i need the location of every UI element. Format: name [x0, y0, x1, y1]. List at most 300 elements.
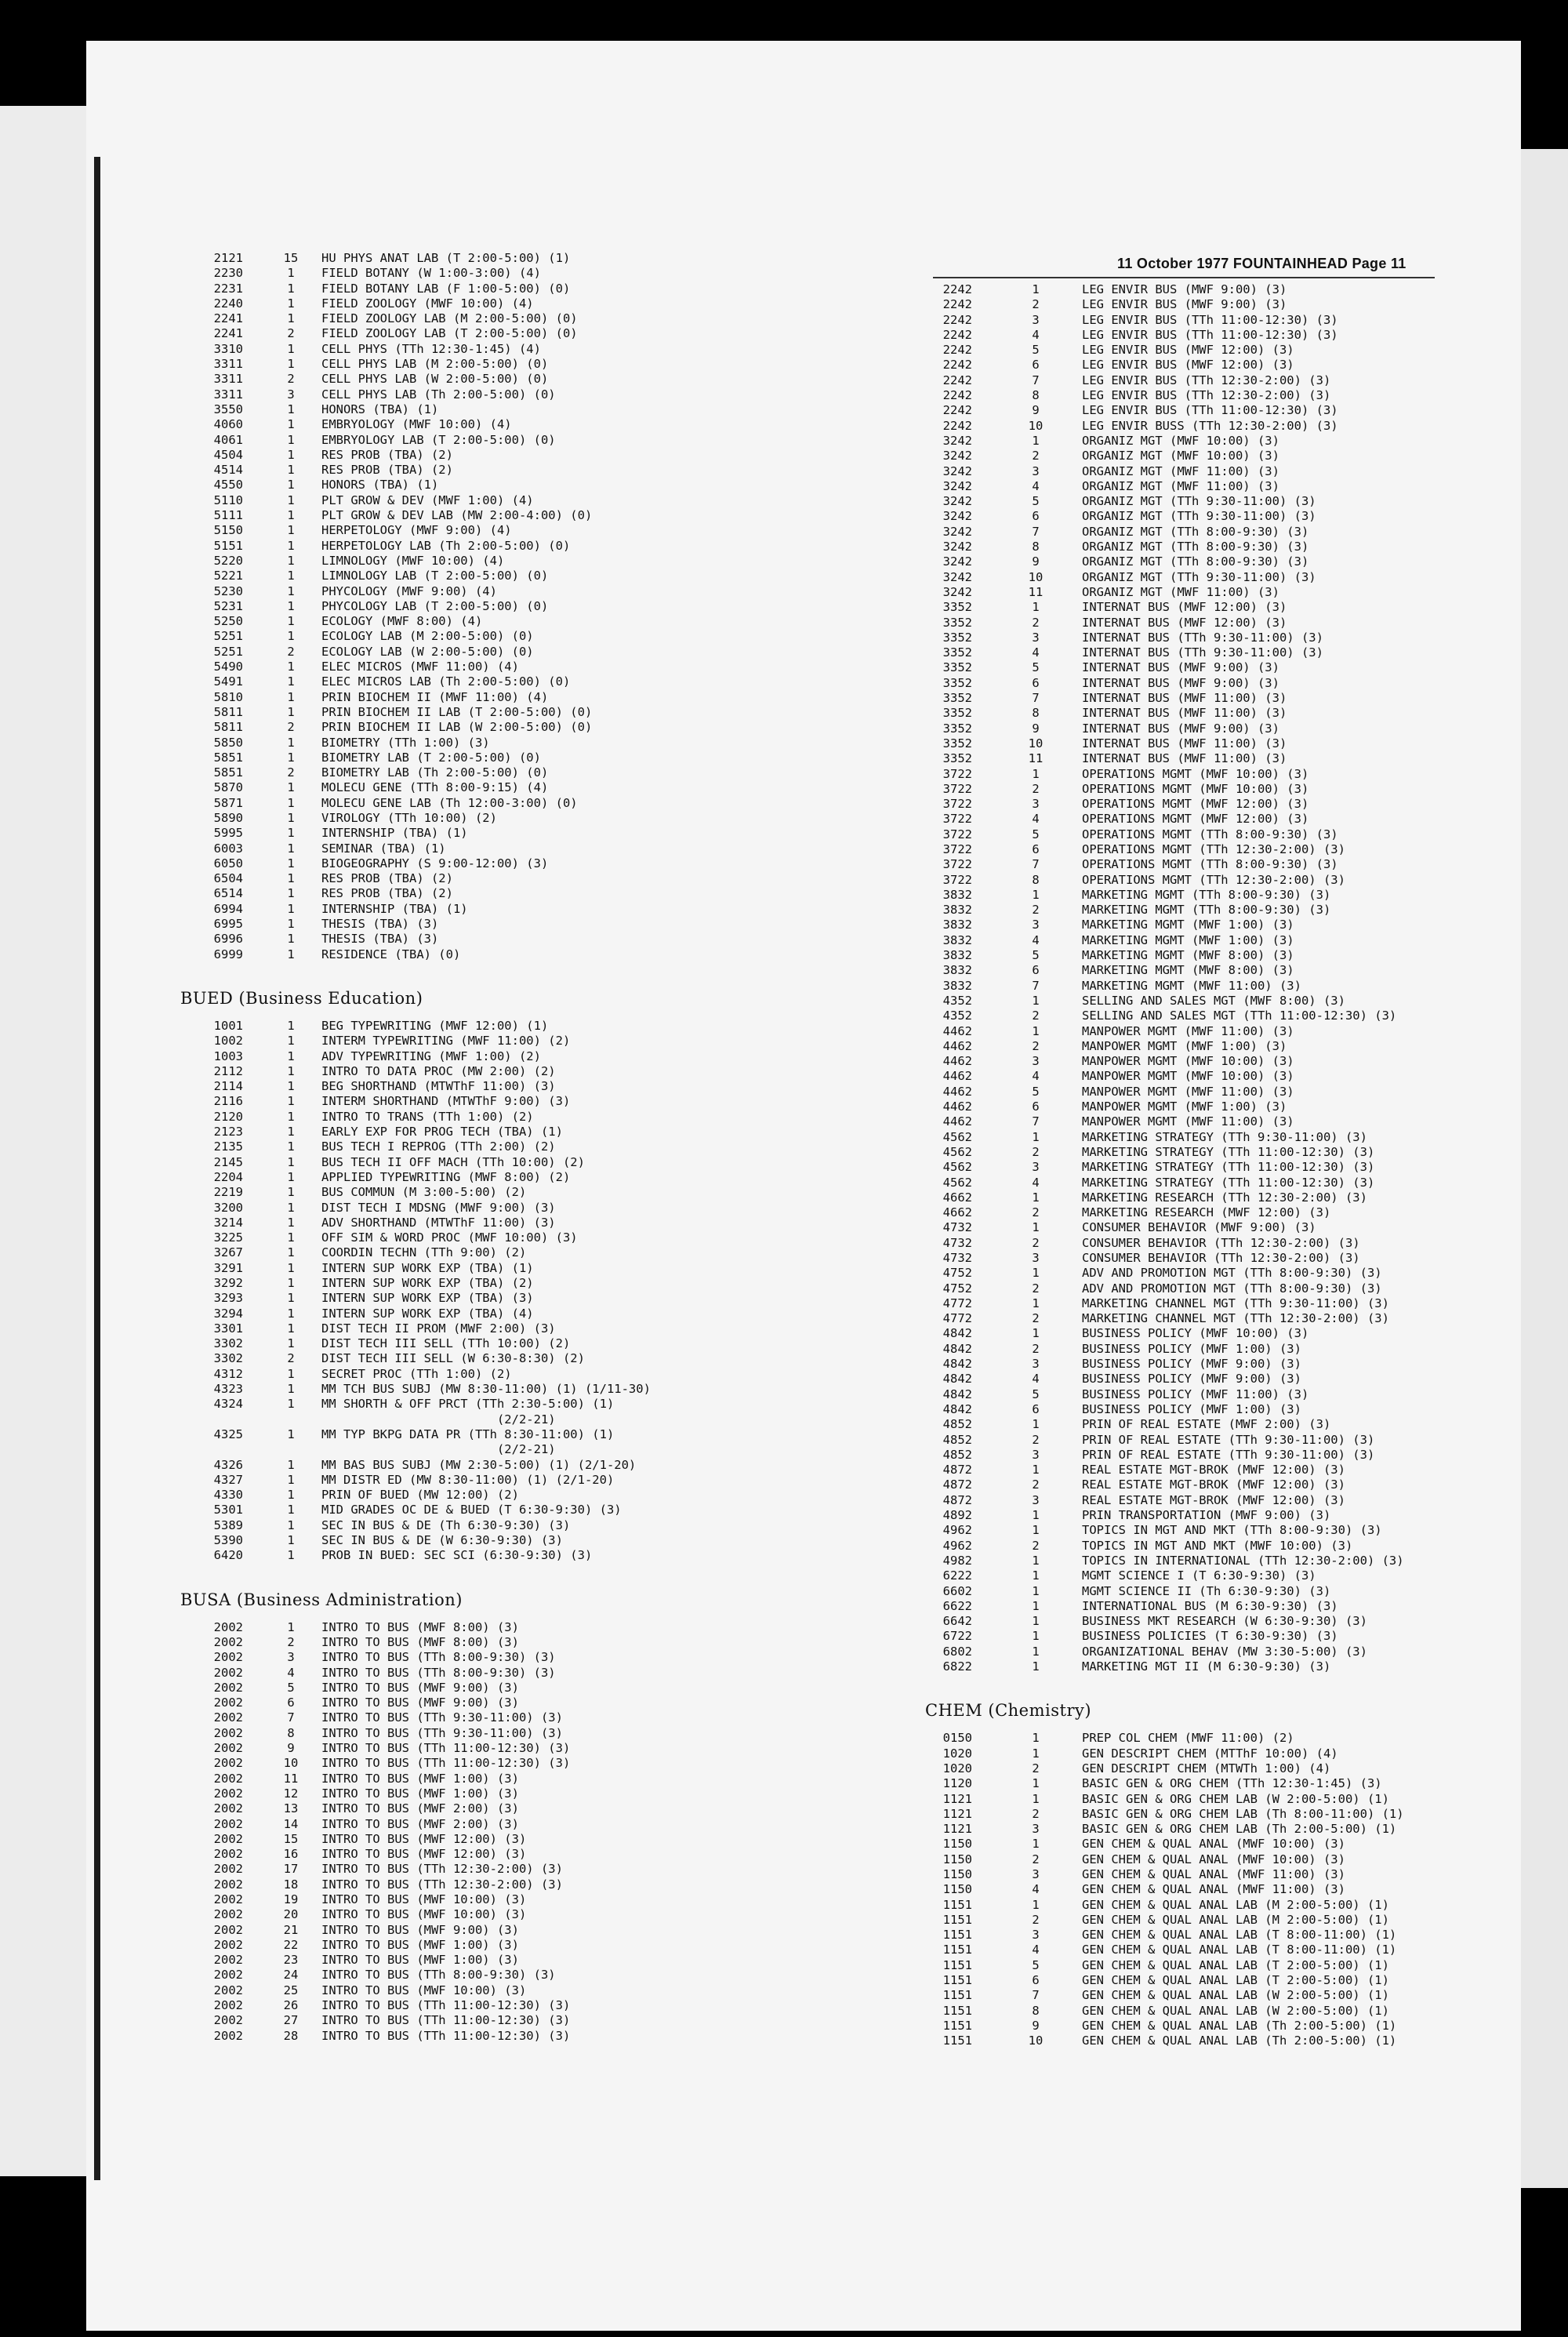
section-number: 1: [1032, 1129, 1040, 1144]
course-row: [925, 1973, 1521, 1988]
course-number: 3294: [213, 1306, 243, 1321]
section-number: 1: [1032, 993, 1040, 1008]
course-number: 1151: [942, 2003, 972, 2018]
course-description: INTRO TO DATA PROC (MW 2:00) (2): [321, 1063, 556, 1078]
course-row: [925, 1130, 1521, 1145]
section-number: 1: [287, 826, 295, 841]
section-number: 10: [1028, 418, 1044, 433]
course-description: MARKETING RESEARCH (TTh 12:30-2:00) (3): [1082, 1190, 1367, 1205]
course-description: RES PROB (TBA) (2): [321, 463, 453, 478]
course-number: 5850: [213, 735, 243, 750]
course-number: 1151: [942, 1912, 972, 1927]
section-number: 1: [287, 341, 295, 356]
course-number: 4462: [942, 1084, 972, 1099]
section-number: 1: [287, 538, 295, 553]
course-number: 2002: [213, 1619, 243, 1634]
course-row: [925, 600, 1521, 615]
course-description: MARKETING STRATEGY (TTh 11:00-12:30) (3): [1082, 1175, 1375, 1190]
course-description: LEG ENVIR BUS (MWF 9:00) (3): [1082, 297, 1287, 312]
course-number: 5231: [213, 598, 243, 613]
course-row: [925, 313, 1521, 328]
course-number: 2204: [213, 1169, 243, 1184]
course-number: 2123: [213, 1125, 243, 1139]
section-number: 1: [287, 1079, 295, 1094]
section-number: 1: [287, 1488, 295, 1503]
section-number: 2: [1032, 781, 1040, 796]
course-number: 3242: [942, 478, 972, 493]
course-row: [925, 857, 1521, 872]
course-number: 1151: [942, 1988, 972, 2003]
section-number: 1: [287, 1321, 295, 1336]
course-number: 2002: [213, 1650, 243, 1665]
course-description: INTRO TO BUS (TTh 9:30-11:00) (3): [321, 1710, 563, 1725]
course-row: [925, 297, 1521, 312]
course-row: [180, 433, 792, 448]
course-number: 2002: [213, 1998, 243, 2013]
section-number: 1: [287, 357, 295, 372]
course-row: [180, 1892, 792, 1907]
course-number: 3352: [942, 736, 972, 751]
course-description: ORGANIZ MGT (MWF 11:00) (3): [1082, 478, 1279, 493]
course-row: [925, 918, 1521, 932]
section-number: 1: [287, 704, 295, 719]
course-description: GEN CHEM & QUAL ANAL LAB (T 8:00-11:00) (1): [1082, 1943, 1397, 1957]
course-number: 3722: [942, 812, 972, 827]
section-number: 7: [1032, 978, 1040, 993]
course-number: 5389: [213, 1517, 243, 1532]
section-number: 9: [1032, 721, 1040, 736]
course-row: [925, 1024, 1521, 1039]
course-description: OPERATIONS MGMT (TTh 8:00-9:30) (3): [1082, 857, 1338, 872]
section-number: 9: [1032, 554, 1040, 569]
course-row: [925, 479, 1521, 494]
course-row: [925, 979, 1521, 994]
course-description: BIOGEOGRAPHY (S 9:00-12:00) (3): [321, 856, 549, 870]
course-description: GEN CHEM & QUAL ANAL (MWF 10:00) (3): [1082, 1852, 1345, 1866]
course-row: [925, 373, 1521, 388]
course-description: INTERNAT BUS (MWF 12:00) (3): [1082, 615, 1287, 630]
section-number: 4: [1032, 327, 1040, 342]
section-number: 1: [1032, 1746, 1040, 1761]
course-description: PHYCOLOGY LAB (T 2:00-5:00) (0): [321, 598, 549, 613]
section-number: 1: [287, 841, 295, 856]
course-description: ADV SHORTHAND (MTWThF 11:00) (3): [321, 1215, 556, 1230]
course-description: FIELD ZOOLOGY (MWF 10:00) (4): [321, 296, 534, 311]
course-row: [925, 1266, 1521, 1281]
section-number: 2: [287, 1351, 295, 1366]
course-number: 4662: [942, 1190, 972, 1205]
course-list-bued: [180, 1019, 792, 1564]
course-number: 6642: [942, 1614, 972, 1629]
section-number: 7: [1032, 1114, 1040, 1129]
section-number: 25: [283, 1983, 299, 1997]
course-description: HERPETOLOGY LAB (Th 2:00-5:00) (0): [321, 538, 571, 553]
course-row: [925, 449, 1521, 463]
section-number: 5: [1032, 1084, 1040, 1099]
section-number: 1: [287, 492, 295, 507]
section-number: 3: [1032, 1822, 1040, 1837]
course-description: INTERNAT BUS (TTh 9:30-11:00) (3): [1082, 645, 1323, 660]
course-number: 1121: [942, 1822, 972, 1837]
course-description: MANPOWER MGMT (MWF 1:00) (3): [1082, 1099, 1287, 1114]
course-description: INTRO TO BUS (TTh 12:30-2:00) (3): [321, 1877, 563, 1892]
course-number: 5995: [213, 826, 243, 841]
course-number: 4061: [213, 432, 243, 447]
course-row: [180, 1049, 792, 1064]
section-number: 8: [1032, 388, 1040, 403]
section-number: 1: [1032, 1644, 1040, 1659]
course-description: SELLING AND SALES MGT (MWF 8:00) (3): [1082, 993, 1345, 1008]
course-description: INTRO TO BUS (MWF 8:00) (3): [321, 1634, 519, 1649]
course-number: 6003: [213, 841, 243, 856]
section-number: 4: [1032, 1882, 1040, 1897]
course-description: PRIN OF REAL ESTATE (TTh 9:30-11:00) (3): [1082, 1432, 1375, 1447]
course-row: [180, 1125, 792, 1139]
course-row: [925, 1645, 1521, 1659]
course-description: CELL PHYS LAB (Th 2:00-5:00) (0): [321, 387, 556, 402]
course-number: 2242: [942, 358, 972, 373]
course-list-chem: [925, 1731, 1521, 2048]
section-number: 1: [1032, 766, 1040, 781]
section-number: 1: [287, 1336, 295, 1351]
course-number: 4323: [213, 1382, 243, 1397]
course-row: [925, 1988, 1521, 2003]
course-number: 3722: [942, 827, 972, 841]
course-number: 3310: [213, 341, 243, 356]
course-row: [925, 434, 1521, 449]
course-number: 2230: [213, 266, 243, 281]
course-row: [180, 539, 792, 554]
course-description: THESIS (TBA) (3): [321, 917, 439, 932]
section-number: 1: [287, 1291, 295, 1306]
course-number: 4872: [942, 1463, 972, 1477]
course-number: 5251: [213, 629, 243, 644]
course-row: [925, 797, 1521, 812]
course-row: [180, 1397, 792, 1412]
course-description: OPERATIONS MGMT (TTh 8:00-9:30) (3): [1082, 827, 1338, 841]
course-row: [925, 888, 1521, 903]
course-description: MARKETING MGMT (TTh 8:00-9:30) (3): [1082, 887, 1331, 902]
course-row: [180, 1998, 792, 2013]
course-description: CONSUMER BEHAVIOR (MWF 9:00) (3): [1082, 1220, 1316, 1235]
section-number: 3: [1032, 797, 1040, 812]
course-row: [180, 569, 792, 583]
course-number: 3832: [942, 963, 972, 978]
course-row: [180, 720, 792, 735]
right-column: [925, 282, 1521, 2049]
section-number: 1: [1032, 433, 1040, 448]
course-row: [180, 1817, 792, 1832]
course-description: REAL ESTATE MGT-BROK (MWF 12:00) (3): [1082, 1492, 1345, 1507]
course-row: [180, 463, 792, 478]
course-row: [925, 1539, 1521, 1554]
course-description: FIELD BOTANY (W 1:00-3:00) (4): [321, 266, 541, 281]
course-number: 2242: [942, 388, 972, 403]
section-number: 3: [1032, 1251, 1040, 1265]
course-row: [180, 1351, 792, 1366]
course-description: INTRO TO BUS (TTh 8:00-9:30) (3): [321, 1650, 556, 1665]
course-number: 4842: [942, 1372, 972, 1387]
course-row: [180, 841, 792, 856]
course-row: [925, 1746, 1521, 1761]
section-number: 1: [287, 432, 295, 447]
course-number: 2002: [213, 1741, 243, 1756]
section-number: 6: [1032, 963, 1040, 978]
course-number: 3301: [213, 1321, 243, 1336]
section-number: 6: [1032, 358, 1040, 373]
course-number: 3311: [213, 372, 243, 387]
course-description: ADV AND PROMOTION MGT (TTh 8:00-9:30) (3): [1082, 1281, 1382, 1296]
course-row: [925, 903, 1521, 918]
course-number: 2002: [213, 1831, 243, 1846]
course-row: [925, 873, 1521, 888]
course-description: MARKETING MGMT (MWF 8:00) (3): [1082, 948, 1294, 963]
course-row: [180, 523, 792, 538]
course-row: [180, 387, 792, 402]
course-row: [925, 1776, 1521, 1791]
course-row: [180, 1261, 792, 1276]
course-description: INTRO TO BUS (TTh 12:30-2:00) (3): [321, 1862, 563, 1877]
course-description: LEG ENVIR BUS (MWF 9:00) (3): [1082, 282, 1287, 296]
course-description: RESIDENCE (TBA) (0): [321, 947, 461, 961]
course-description: RES PROB (TBA) (2): [321, 871, 453, 886]
section-number: 2: [1032, 1806, 1040, 1821]
course-row: [180, 1094, 792, 1109]
course-row: [180, 871, 792, 886]
section-number: 22: [283, 1937, 299, 1952]
course-number: 0150: [942, 1731, 972, 1746]
section-number: 6: [1032, 509, 1040, 524]
course-number: 4982: [942, 1553, 972, 1568]
course-description: ORGANIZ MGT (TTh 9:30-11:00) (3): [1082, 509, 1316, 524]
course-row: [180, 1034, 792, 1049]
section-number: 1: [287, 463, 295, 478]
course-number: 2002: [213, 1847, 243, 1862]
course-number: 4752: [942, 1266, 972, 1281]
course-row: [180, 1953, 792, 1968]
section-number: 1: [1032, 1553, 1040, 1568]
section-number: 1: [287, 281, 295, 296]
course-description: BUSINESS POLICY (MWF 11:00) (3): [1082, 1387, 1309, 1401]
course-number: 2002: [213, 1696, 243, 1710]
section-number: 1: [1032, 1508, 1040, 1523]
section-number: 4: [287, 1665, 295, 1680]
section-number: 1: [287, 1533, 295, 1548]
course-row: [180, 1170, 792, 1185]
course-number: 1150: [942, 1852, 972, 1866]
course-description: BUSINESS MKT RESEARCH (W 6:30-9:30) (3): [1082, 1614, 1367, 1629]
course-number: 4060: [213, 417, 243, 432]
course-description: ADV AND PROMOTION MGT (TTh 8:00-9:30) (3): [1082, 1266, 1382, 1281]
course-row: [180, 1696, 792, 1710]
course-description: EMBRYOLOGY LAB (T 2:00-5:00) (0): [321, 432, 556, 447]
course-number: 3832: [942, 932, 972, 947]
course-row: [925, 1357, 1521, 1372]
course-row: [180, 690, 792, 705]
course-description: DIST TECH I MDSNG (MWF 9:00) (3): [321, 1200, 556, 1215]
course-description: LEG ENVIR BUS (TTh 12:30-2:00) (3): [1082, 388, 1331, 403]
course-description: MARKETING MGMT (MWF 1:00) (3): [1082, 918, 1294, 932]
course-row: [925, 1114, 1521, 1129]
section-number: 2: [1032, 1912, 1040, 1927]
course-number: 5851: [213, 750, 243, 765]
course-description: LEG ENVIR BUS (MWF 12:00) (3): [1082, 343, 1294, 358]
course-number: 3214: [213, 1215, 243, 1230]
course-number: 2242: [942, 282, 972, 296]
course-number: 2120: [213, 1109, 243, 1124]
course-number: 5811: [213, 704, 243, 719]
course-description: DIST TECH II PROM (MWF 2:00) (3): [321, 1321, 556, 1336]
course-row: [180, 1412, 792, 1427]
course-description: APPLIED TYPEWRITING (MWF 8:00) (2): [321, 1169, 571, 1184]
section-number: 27: [283, 2013, 299, 2028]
section-number: 5: [1032, 343, 1040, 358]
course-number: 1121: [942, 1806, 972, 1821]
section-number: 1: [287, 1619, 295, 1634]
course-number: 6514: [213, 886, 243, 901]
course-number: 5110: [213, 492, 243, 507]
course-number: 3722: [942, 766, 972, 781]
section-number: 7: [287, 1710, 295, 1725]
course-description: MANPOWER MGMT (MWF 1:00) (3): [1082, 1038, 1287, 1053]
section-number: 3: [1032, 312, 1040, 327]
section-number: 4: [1032, 932, 1040, 947]
course-description: ORGANIZ MGT (TTh 8:00-9:30) (3): [1082, 524, 1309, 539]
course-row: [180, 645, 792, 660]
course-row: [180, 1079, 792, 1094]
course-description: RES PROB (TBA) (2): [321, 886, 453, 901]
course-description: OPERATIONS MGMT (MWF 12:00) (3): [1082, 812, 1309, 827]
course-row: [925, 2034, 1521, 2048]
section-number: 1: [287, 660, 295, 674]
course-row: [925, 1417, 1521, 1432]
section-number: 9: [1032, 2018, 1040, 2033]
section-number: 1: [287, 856, 295, 870]
course-row: [180, 856, 792, 871]
section-number: 8: [1032, 872, 1040, 887]
course-number: 2002: [213, 1922, 243, 1937]
course-description: INTRO TO BUS (TTh 8:00-9:30) (3): [321, 1665, 556, 1680]
course-description: GEN CHEM & QUAL ANAL LAB (M 2:00-5:00) (1): [1082, 1897, 1389, 1912]
course-number: 4662: [942, 1205, 972, 1220]
course-row: [925, 1220, 1521, 1235]
course-row: [180, 372, 792, 387]
section-number: 3: [1032, 630, 1040, 645]
course-number: 4352: [942, 1009, 972, 1023]
course-row: [925, 660, 1521, 675]
course-number: 3722: [942, 797, 972, 812]
course-number: 4872: [942, 1492, 972, 1507]
course-number: 2002: [213, 1983, 243, 1997]
course-number: 4772: [942, 1311, 972, 1326]
left-column: [180, 251, 792, 2044]
course-row: [925, 1236, 1521, 1251]
section-number: 7: [1032, 524, 1040, 539]
course-description: OPERATIONS MGMT (MWF 12:00) (3): [1082, 797, 1309, 812]
course-description: MANPOWER MGMT (MWF 10:00) (3): [1082, 1054, 1294, 1069]
course-row: [925, 933, 1521, 948]
course-number: 4892: [942, 1508, 972, 1523]
course-row: [180, 947, 792, 962]
course-row: [180, 1923, 792, 1938]
section-number: 1: [287, 1200, 295, 1215]
course-number: 3242: [942, 569, 972, 584]
section-number: 2: [287, 1634, 295, 1649]
course-number: 2135: [213, 1139, 243, 1154]
section-number: 1: [287, 629, 295, 644]
course-row: [925, 751, 1521, 766]
course-number: 4504: [213, 447, 243, 462]
course-number: 3832: [942, 978, 972, 993]
course-number: 4326: [213, 1457, 243, 1472]
course-number: 4550: [213, 478, 243, 492]
course-row: [925, 1629, 1521, 1644]
course-description: LEG ENVIR BUS (TTh 11:00-12:30) (3): [1082, 312, 1338, 327]
section-number: 23: [283, 1953, 299, 1968]
course-row: [925, 1584, 1521, 1599]
course-row: [180, 751, 792, 765]
course-row: [925, 1054, 1521, 1069]
course-row: [925, 1523, 1521, 1538]
section-number: 5: [1032, 494, 1040, 509]
course-description: HERPETOLOGY (MWF 9:00) (4): [321, 523, 512, 538]
course-description: ECOLOGY LAB (M 2:00-5:00) (0): [321, 629, 534, 644]
section-number: 1: [1032, 1417, 1040, 1432]
section-number: 1: [287, 1185, 295, 1200]
section-number: 3: [287, 387, 295, 402]
course-row: [925, 1898, 1521, 1913]
course-row: [925, 419, 1521, 434]
course-number: 3722: [942, 841, 972, 856]
course-number: 3722: [942, 857, 972, 872]
section-number: 1: [287, 1109, 295, 1124]
course-description: MANPOWER MGMT (MWF 11:00) (3): [1082, 1084, 1294, 1099]
course-row: [925, 585, 1521, 600]
section-number: 1: [287, 1018, 295, 1033]
course-row: [180, 1620, 792, 1635]
section-number: 5: [1032, 827, 1040, 841]
course-row: [180, 478, 792, 492]
course-description: INTRO TO BUS (MWF 10:00) (3): [321, 1892, 527, 1906]
section-number: 11: [1028, 584, 1044, 599]
course-description: INTERM TYPEWRITING (MWF 11:00) (2): [321, 1034, 571, 1049]
section-number: 12: [283, 1786, 299, 1801]
course-description: BIOMETRY LAB (Th 2:00-5:00) (0): [321, 765, 549, 780]
section-number: 1: [1032, 1463, 1040, 1477]
section-number: 2: [1032, 903, 1040, 918]
course-row: [925, 1176, 1521, 1190]
course-row: [180, 674, 792, 689]
course-row: [925, 1731, 1521, 1746]
section-number: 3: [1032, 1492, 1040, 1507]
section-number: 2: [1032, 1205, 1040, 1220]
course-description: PHYCOLOGY (MWF 9:00) (4): [321, 583, 497, 598]
course-row: [180, 1681, 792, 1696]
section-number: 4: [1032, 1175, 1040, 1190]
course-description: MARKETING CHANNEL MGT (TTh 12:30-2:00) (3): [1082, 1311, 1389, 1326]
course-row: [925, 1508, 1521, 1523]
section-number: 1: [287, 614, 295, 629]
course-description: PLT GROW & DEV LAB (MW 2:00-4:00) (0): [321, 508, 593, 523]
course-description: INTRO TO BUS (MWF 12:00) (3): [321, 1847, 527, 1862]
course-number: 3722: [942, 872, 972, 887]
course-description: BUSINESS POLICY (MWF 9:00) (3): [1082, 1357, 1301, 1372]
course-number: 4732: [942, 1235, 972, 1250]
course-number: 4962: [942, 1538, 972, 1553]
course-row: [925, 494, 1521, 509]
course-row: [180, 1635, 792, 1650]
section-number: 3: [1032, 1928, 1040, 1943]
